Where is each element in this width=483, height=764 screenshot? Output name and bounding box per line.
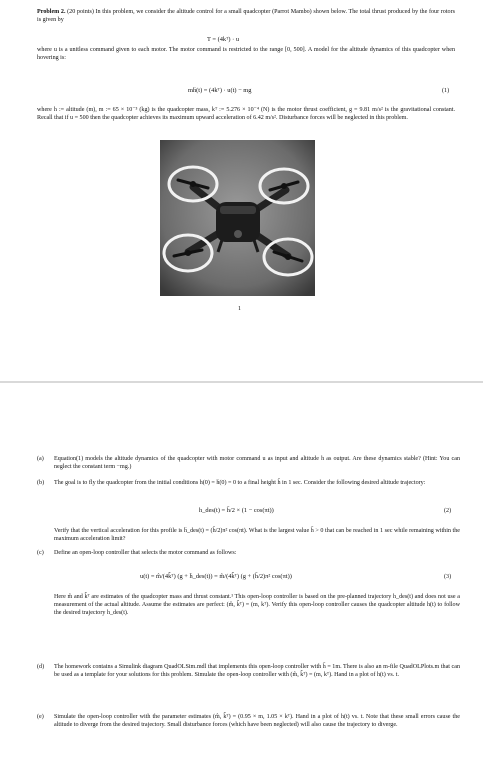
list-item (37, 455, 460, 473)
item-followup-text: Here m̂ and k̂ᵀ are estimates of the quadcopter mass and thrust constant.¹ This open-loop controller is based on the pre-planned trajectory h_des(t) and does not use a measurement of the actual altitude. Assume the estimates are perfect: (m̂, k̂ᵀ) = (m, kᵀ). Verify this open-loop controller causes the quadcopter altitude h(t) to follow the desired trajectory h_des(t). (54, 594, 460, 617)
item-label: (a) (37, 456, 44, 462)
trajectory-equation: h_des(t) = h̄/2 × (1 − cos(πt)) (199, 507, 274, 514)
item-text: The homework contains a Simulink diagram QuadOLSim.mdl that implements this open-loop controller with h̄ = 1m. There is also an m-file QuadOLPlots.m that can be used as a template for your solutions for this problem. Simulate the open-loop controller with (m̂, k̂ᵀ) = (m, kᵀ). Hand in a plot of h(t) vs. t. (54, 664, 460, 679)
trajectory-equation-number: (2) (444, 508, 452, 514)
item-label: (e) (37, 714, 44, 720)
item-text: Simulate the open-loop controller with the parameter estimates (m̂, k̂ᵀ) = (0.95 × m, 1.05 × kᵀ). Hand in a plot of h(t) vs. t. Note that these small errors cause the altitude to diverge from the desired trajectory. Small disturbance forces (which have been neglected) will also cause the trajectory to diverge. (54, 714, 460, 729)
model-equation: mḧ(t) = (4kᵀ) · u(t) − mg (188, 87, 252, 94)
item-text: Equation(1) models the altitude dynamics of the quadcopter with motor command u as input and altitude h as output. Are these dynamics stable? (Hint: You can neglect the constant term −mg.) (54, 456, 460, 471)
document-page-2 (0, 383, 483, 764)
problem-intro (37, 8, 455, 24)
problem-heading: Problem 2. (37, 9, 66, 15)
problem-intro-text: (20 points) In this problem, we consider the altitude control for a small quadcopter (Parrot Mambo) shown below. The total thrust produced by the four rotors is given by (37, 9, 455, 24)
page-number: 1 (238, 306, 242, 312)
input-description: where u is a unitless command given to each motor. The motor command is restricted to the range [0, 500]. A model for the altitude dynamics of this quadcopter when hovering is: (37, 47, 455, 62)
item-label: (b) (37, 480, 45, 486)
list-item (37, 549, 460, 651)
quadcopter-photo (160, 140, 315, 296)
controller-equation: u(t) = m̂/(4k̂ᵀ) (g + ḧ_des(t)) = m̂/(4k̂ᵀ) (g + (h̄/2)π² cos(πt)) (140, 573, 292, 580)
thrust-equation: T = (4kᵀ) · u (207, 36, 240, 43)
item-followup-text: Verify that the vertical acceleration for this profile is ḧ_des(t) = (h̄/2)π² cos(πt). What is the largest value h̄ > 0 that can be reached in 1 sec while remaining within the maximum acceleration limit? (54, 528, 460, 543)
item-label: (d) (37, 664, 45, 670)
item-text: The goal is to fly the quadcopter from the initial conditions h(0) = ḣ(0) = 0 to a final height h̄ in 1 sec. Consider the following desired altitude trajectory: (54, 480, 426, 486)
item-label: (c) (37, 550, 44, 556)
list-item (37, 663, 460, 703)
item-text: Define an open-loop controller that selects the motor command as follows: (54, 550, 237, 556)
list-item (37, 713, 460, 761)
model-equation-number: (1) (442, 88, 450, 94)
parameters-description: where h := altitude (m), m := 65 × 10⁻³ (kg) is the quadcopter mass, kᵀ := 5.276 × 10⁻⁴ (N) is the motor thrust coefficient, g = 9.81 m/s² is the gravitational constant. Recall that if u = 500 then the quadcopter achieves its maximum upward acceleration of 6.42 m/s². Disturbance forces will be neglected in this problem. (37, 107, 455, 122)
controller-equation-number: (3) (444, 574, 452, 580)
